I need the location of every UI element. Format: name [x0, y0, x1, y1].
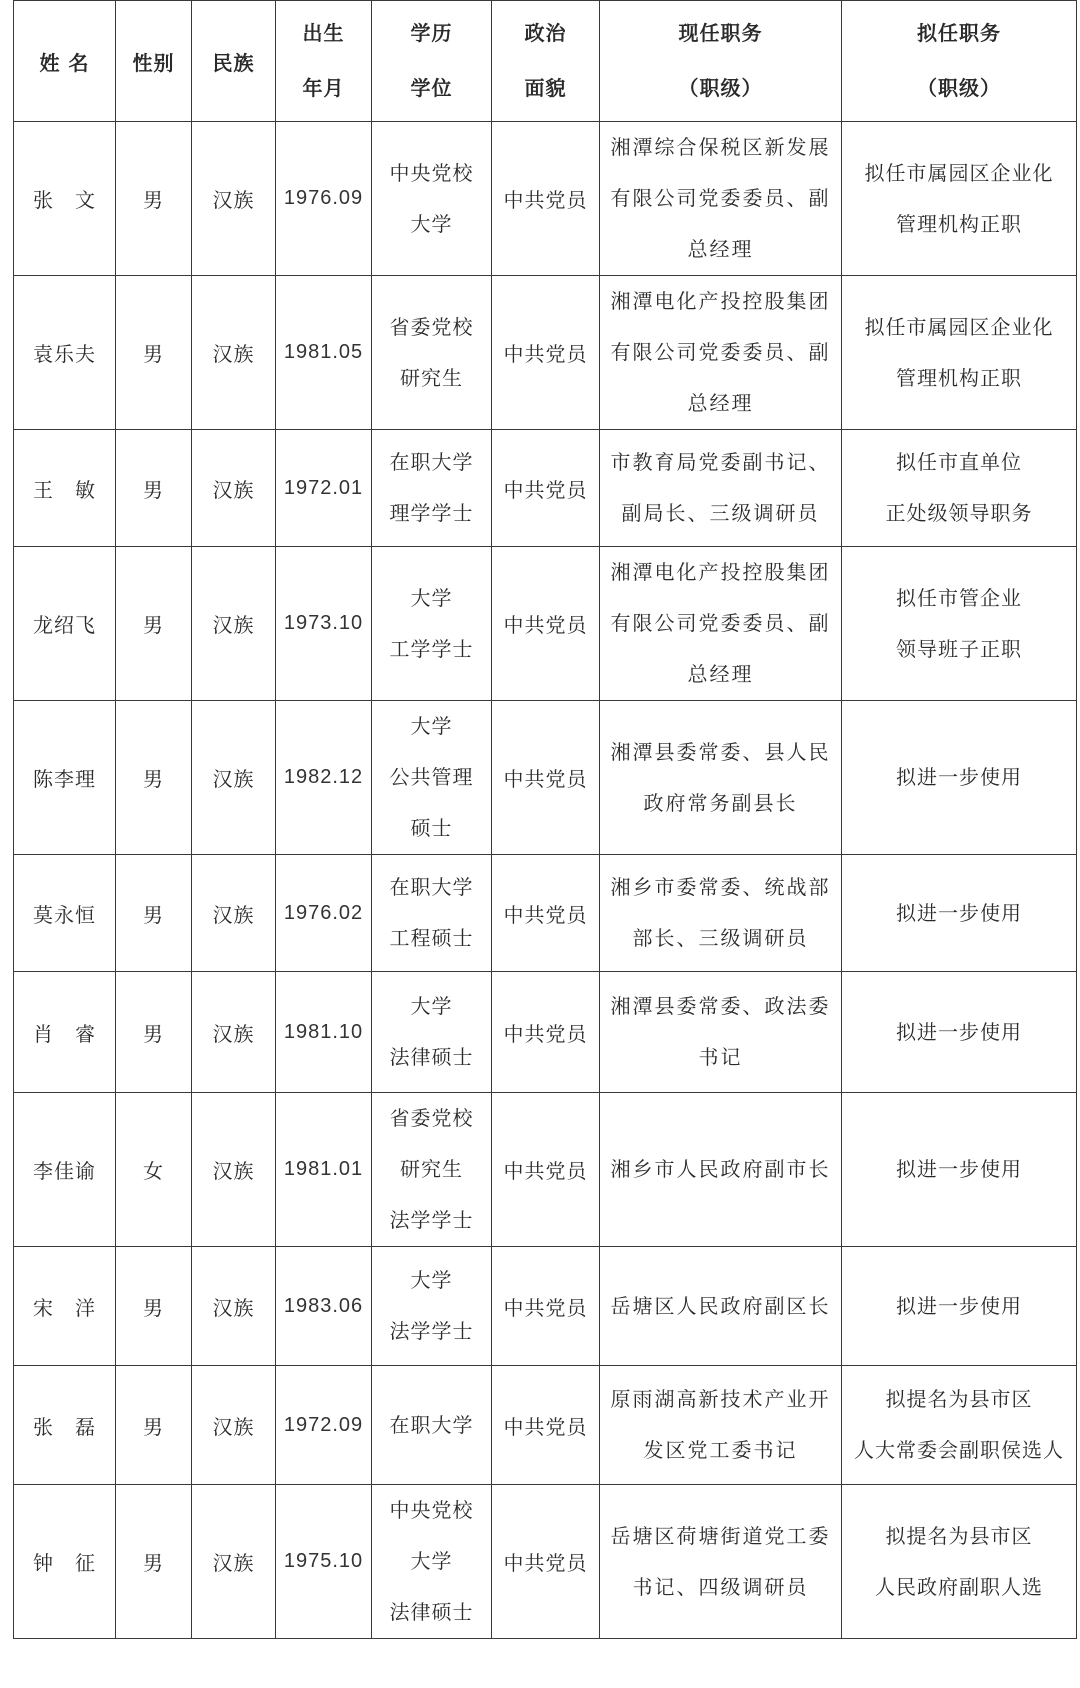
cell-political-status: 中共党员 [492, 547, 600, 701]
cell-political-status: 中共党员 [492, 855, 600, 972]
cell-birth-date: 1973.10 [276, 547, 372, 701]
cell-gender: 男 [116, 701, 192, 855]
table-row [14, 972, 1077, 1093]
cell-proposed-position: 拟任市直单位 正处级领导职务 [842, 430, 1077, 547]
cell-political-status: 中共党员 [492, 701, 600, 855]
cell-ethnicity: 汉族 [192, 276, 276, 430]
cell-current-position [600, 1485, 842, 1639]
current-position-text: 原雨湖高新技术产业开 发区党工委书记 [610, 1387, 831, 1462]
cell-birth-date: 1976.09 [276, 122, 372, 276]
current-position-text: 湘潭县委常委、县人民 政府常务副县长 [610, 739, 831, 815]
current-position-text: 市教育局党委副书记、 副局长、三级调研员 [610, 450, 831, 525]
cell-proposed-position: 拟任市属园区企业化 管理机构正职 [842, 276, 1077, 430]
cell-ethnicity: 汉族 [192, 1485, 276, 1639]
cell-gender: 男 [116, 430, 192, 547]
current-position-text: 湘潭综合保税区新发展 有限公司党委委员、副 总经理 [610, 135, 831, 261]
cell-proposed-position: 拟提名为县市区 人民政府副职人选 [842, 1485, 1077, 1639]
cell-ethnicity: 汉族 [192, 1093, 276, 1247]
cell-name: 莫永恒 [14, 855, 116, 972]
cell-political-status: 中共党员 [492, 276, 600, 430]
cell-current-position [600, 547, 842, 701]
cell-political-status: 中共党员 [492, 122, 600, 276]
cell-current-position [600, 701, 842, 855]
cell-ethnicity: 汉族 [192, 122, 276, 276]
cell-birth-date: 1972.01 [276, 430, 372, 547]
cell-birth-date: 1983.06 [276, 1247, 372, 1366]
cell-current-position [600, 1093, 842, 1247]
cell-current-position [600, 276, 842, 430]
table-row [14, 122, 1077, 276]
table-row [14, 855, 1077, 972]
cell-political-status: 中共党员 [492, 1247, 600, 1366]
cell-gender: 男 [116, 122, 192, 276]
cell-current-position [600, 122, 842, 276]
cell-name: 李佳谕 [14, 1093, 116, 1247]
current-position-text: 湘潭县委常委、政法委 书记 [610, 994, 831, 1069]
cell-proposed-position: 拟进一步使用 [842, 1093, 1077, 1247]
table-row [14, 276, 1077, 430]
cell-name: 宋 洋 [14, 1247, 116, 1366]
cell-political-status: 中共党员 [492, 1366, 600, 1485]
cell-education: 大学 法学学士 [372, 1247, 492, 1366]
cell-name: 王 敏 [14, 430, 116, 547]
cell-name: 肖 睿 [14, 972, 116, 1093]
table-row [14, 1485, 1077, 1639]
cell-ethnicity: 汉族 [192, 855, 276, 972]
header-name: 姓 名 [14, 1, 116, 122]
cell-gender: 男 [116, 972, 192, 1093]
cell-ethnicity: 汉族 [192, 430, 276, 547]
cell-proposed-position: 拟进一步使用 [842, 1247, 1077, 1366]
cell-gender: 男 [116, 276, 192, 430]
cell-proposed-position: 拟任市属园区企业化 管理机构正职 [842, 122, 1077, 276]
current-position-text: 湘乡市委常委、统战部 部长、三级调研员 [610, 875, 831, 950]
cell-gender: 男 [116, 547, 192, 701]
cell-proposed-position: 拟提名为县市区 人大常委会副职侯选人 [842, 1366, 1077, 1485]
cell-birth-date: 1975.10 [276, 1485, 372, 1639]
current-position-text: 湘潭电化产投控股集团 有限公司党委委员、副 总经理 [610, 289, 831, 415]
cell-education: 中央党校 大学 法律硕士 [372, 1485, 492, 1639]
cell-ethnicity: 汉族 [192, 1366, 276, 1485]
cell-education: 大学 工学学士 [372, 547, 492, 701]
cell-education: 中央党校 大学 [372, 122, 492, 276]
cell-ethnicity: 汉族 [192, 1247, 276, 1366]
header-row [14, 1, 1077, 122]
table-body [14, 122, 1077, 1639]
header-ethnicity: 民族 [192, 1, 276, 122]
table-row [14, 430, 1077, 547]
cell-name: 钟 征 [14, 1485, 116, 1639]
cell-education: 省委党校 研究生 [372, 276, 492, 430]
header-gender: 性别 [116, 1, 192, 122]
table-row [14, 1366, 1077, 1485]
cell-ethnicity: 汉族 [192, 701, 276, 855]
current-position-text: 岳塘区人民政府副区长 [610, 1293, 831, 1318]
cell-current-position [600, 855, 842, 972]
cell-current-position [600, 972, 842, 1093]
cell-gender: 男 [116, 1366, 192, 1485]
cell-gender: 男 [116, 1247, 192, 1366]
cell-education: 在职大学 理学学士 [372, 430, 492, 547]
cell-education: 省委党校 研究生 法学学士 [372, 1093, 492, 1247]
cell-gender: 男 [116, 1485, 192, 1639]
cell-birth-date: 1982.12 [276, 701, 372, 855]
header-proposed-position: 拟任职务 （职级） [842, 1, 1077, 122]
cell-gender: 女 [116, 1093, 192, 1247]
cell-political-status: 中共党员 [492, 430, 600, 547]
cell-proposed-position: 拟进一步使用 [842, 701, 1077, 855]
cell-education: 在职大学 工程硕士 [372, 855, 492, 972]
cell-name: 张 文 [14, 122, 116, 276]
cell-political-status: 中共党员 [492, 1093, 600, 1247]
header-political: 政治 面貌 [492, 1, 600, 122]
cell-birth-date: 1981.01 [276, 1093, 372, 1247]
cell-education: 大学 法律硕士 [372, 972, 492, 1093]
header-birth: 出生 年月 [276, 1, 372, 122]
cell-political-status: 中共党员 [492, 1485, 600, 1639]
table-row [14, 547, 1077, 701]
cell-current-position [600, 1366, 842, 1485]
cell-current-position [600, 430, 842, 547]
cadre-roster-table [13, 0, 1077, 1639]
cell-current-position [600, 1247, 842, 1366]
current-position-text: 湘潭电化产投控股集团 有限公司党委委员、副 总经理 [610, 560, 831, 686]
table-row [14, 1247, 1077, 1366]
header-current-position: 现任职务 （职级） [600, 1, 842, 122]
cell-proposed-position: 拟任市管企业 领导班子正职 [842, 547, 1077, 701]
cell-ethnicity: 汉族 [192, 547, 276, 701]
cell-name: 张 磊 [14, 1366, 116, 1485]
cell-name: 陈李理 [14, 701, 116, 855]
cell-name: 龙绍飞 [14, 547, 116, 701]
cell-birth-date: 1976.02 [276, 855, 372, 972]
cell-birth-date: 1972.09 [276, 1366, 372, 1485]
cell-birth-date: 1981.05 [276, 276, 372, 430]
cell-political-status: 中共党员 [492, 972, 600, 1093]
cell-education: 在职大学 [372, 1366, 492, 1485]
cell-name: 袁乐夫 [14, 276, 116, 430]
cell-proposed-position: 拟进一步使用 [842, 855, 1077, 972]
current-position-text: 岳塘区荷塘街道党工委 书记、四级调研员 [610, 1523, 831, 1599]
header-education: 学历 学位 [372, 1, 492, 122]
table-row [14, 701, 1077, 855]
cell-ethnicity: 汉族 [192, 972, 276, 1093]
table-row [14, 1093, 1077, 1247]
cell-proposed-position: 拟进一步使用 [842, 972, 1077, 1093]
cell-education: 大学 公共管理 硕士 [372, 701, 492, 855]
current-position-text: 湘乡市人民政府副市长 [610, 1157, 831, 1181]
cell-gender: 男 [116, 855, 192, 972]
cell-birth-date: 1981.10 [276, 972, 372, 1093]
